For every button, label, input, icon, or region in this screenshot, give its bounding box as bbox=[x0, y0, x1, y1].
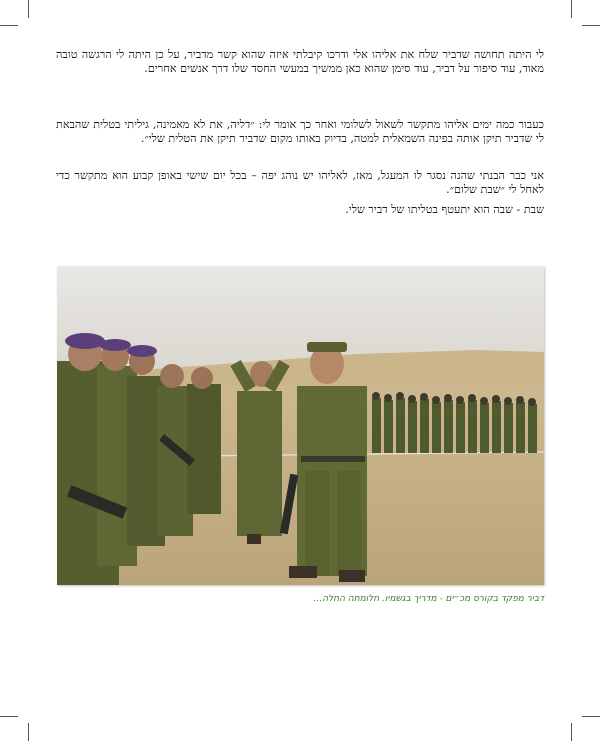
crop-mark bbox=[28, 723, 29, 741]
crop-mark bbox=[582, 716, 600, 717]
crop-mark bbox=[582, 25, 600, 26]
crop-mark bbox=[28, 0, 29, 18]
crop-mark bbox=[571, 0, 572, 18]
body-paragraph-1: לי היתה תחושה שדביר שלח את אליהו אלי ודרכו קיבלתי איזה שהוא קשר מדביר, על כן היתה לי הרגשה טובה מאוד, עוד סיפור על דביר, עוד סימן שהוא כאן ממשיך במעשי החסד שלו דרך אנשים אחרים. bbox=[56, 48, 544, 75]
soldiers-photo bbox=[57, 266, 544, 585]
photo-caption: דביר מפקד בקורס מכ״ים - מדריך בגשמיו. חלומתה החלה... bbox=[313, 594, 544, 604]
crop-mark bbox=[0, 25, 18, 26]
body-paragraph-4: שבת - שבה הוא יתעטף בטליתו של דביר שלי. bbox=[345, 203, 544, 216]
body-paragraph-2: כעבור כמה ימים אליהו מתקשר לשאול לשלומי ואחר כך אומר לי: ״דליה, את לא מאמינה, גיליתי בטלית שהבאת לי שדביר תיקן אותה בפינה השמאלית למטה, בדיוק באותו מקום שדביר תיקן את הטלית שלי״. bbox=[56, 118, 544, 145]
body-paragraph-3: אני כבר הבנתי שהנה נסגר לו המעגל, מאז, לאליהו יש נוהג יפה – בכל יום שישי באופן קבוע הוא מתקשר כדי לאחל לי ״שבת שלום״. bbox=[56, 169, 544, 196]
crop-mark bbox=[571, 723, 572, 741]
crop-mark bbox=[0, 716, 18, 717]
